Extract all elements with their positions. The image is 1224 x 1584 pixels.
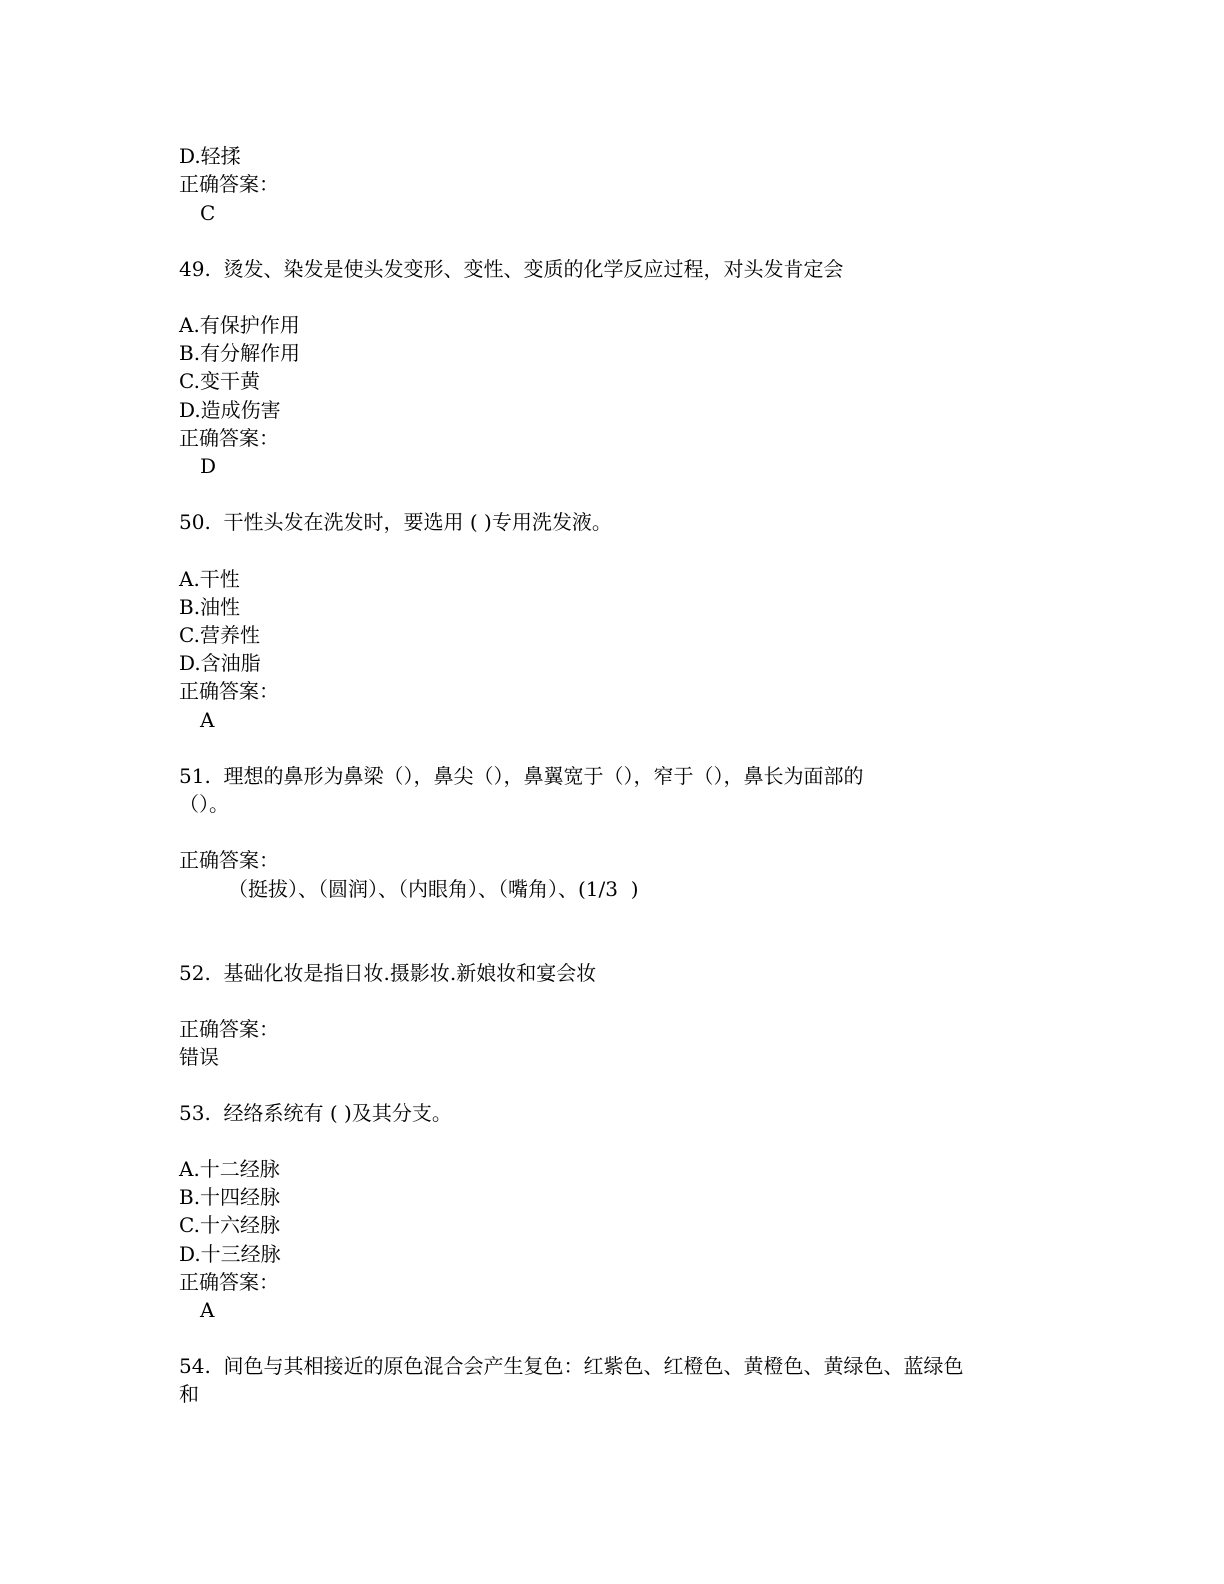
answer-value: （挺拔）、（圆润）、（内眼角）、（嘴角）、(1/3 ) — [228, 877, 639, 901]
answer-value: 错误 — [179, 1045, 219, 1069]
question-54-line2: 和 — [179, 1382, 199, 1406]
question-53: 53. 经络系统有 ( )及其分支。 — [179, 1101, 452, 1125]
option-c: C.十六经脉 — [179, 1213, 280, 1237]
option-b: B.有分解作用 — [179, 341, 301, 365]
answer-label: 正确答案： — [179, 1270, 279, 1294]
option-a: A.十二经脉 — [179, 1157, 280, 1181]
option-b: B.油性 — [179, 595, 241, 619]
question-51-line1: 51. 理想的鼻形为鼻梁（），鼻尖（），鼻翼宽于（），窄于（），鼻长为面部的 — [179, 764, 864, 788]
option-d: D.含油脂 — [179, 651, 261, 675]
answer-label: 正确答案： — [179, 679, 279, 703]
question-50: 50. 干性头发在洗发时，要选用 ( )专用洗发液。 — [179, 510, 612, 534]
option-d: D.造成伤害 — [179, 398, 281, 422]
option-a: A.有保护作用 — [179, 313, 300, 337]
option-d: D.十三经脉 — [179, 1242, 281, 1266]
question-49: 49. 烫发、染发是使头发变形、变性、变质的化学反应过程，对头发肯定会 — [179, 257, 844, 281]
option-c: C.变干黄 — [179, 369, 260, 393]
answer-value: C — [200, 201, 216, 225]
answer-label: 正确答案： — [179, 1017, 279, 1041]
answer-label: 正确答案： — [179, 848, 279, 872]
option-c: C.营养性 — [179, 623, 260, 647]
option-a: A.干性 — [179, 567, 240, 591]
answer-value: A — [200, 1298, 215, 1322]
answer-label: 正确答案： — [179, 172, 279, 196]
answer-label: 正确答案： — [179, 426, 279, 450]
answer-value: A — [200, 708, 215, 732]
question-52: 52. 基础化妆是指日妆.摄影妆.新娘妆和宴会妆 — [179, 961, 597, 985]
option-d: D.轻揉 — [179, 144, 241, 168]
question-51-line2: （）。 — [179, 792, 229, 816]
answer-value: D — [200, 454, 217, 478]
question-54-line1: 54. 间色与其相接近的原色混合会产生复色：红紫色、红橙色、黄橙色、黄绿色、蓝绿色 — [179, 1354, 964, 1378]
option-b: B.十四经脉 — [179, 1185, 281, 1209]
